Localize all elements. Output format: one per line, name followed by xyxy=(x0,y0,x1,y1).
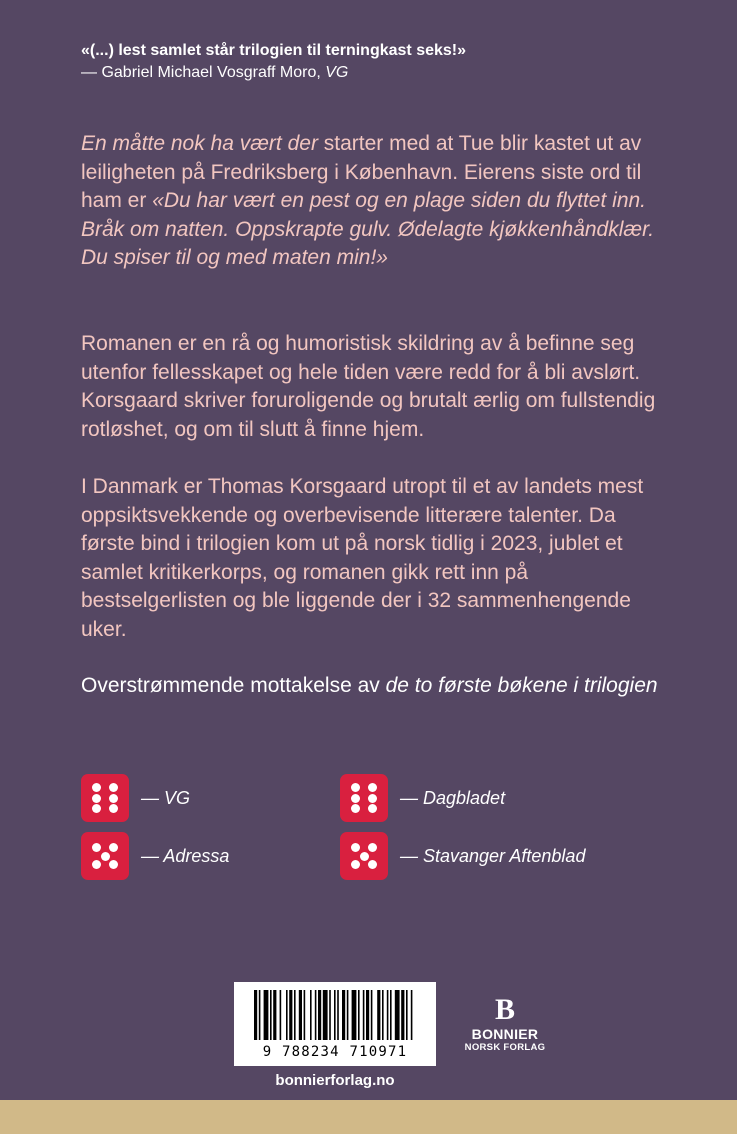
barcode-bar xyxy=(377,990,380,1040)
reception-heading xyxy=(81,672,661,701)
barcode-bar xyxy=(334,990,336,1040)
barcode-bar xyxy=(366,990,369,1040)
barcode-bar xyxy=(371,990,373,1040)
review-stavanger-aftenblad xyxy=(340,832,585,880)
die-pip xyxy=(109,794,118,803)
isbn-number: 9 788234 710971 xyxy=(262,1044,408,1060)
barcode-bar xyxy=(280,990,282,1040)
bottom-strip xyxy=(0,1100,737,1134)
barcode-bar xyxy=(395,990,400,1040)
barcode-bar xyxy=(406,990,408,1040)
die-pip xyxy=(92,804,101,813)
review-adressa xyxy=(81,832,229,880)
die-five-icon xyxy=(81,832,129,880)
die-pip xyxy=(92,843,101,852)
blurb-quote-author: — Gabriel Michael Vosgraff Moro, xyxy=(81,64,326,81)
landlord-quote: «Du har vært en pest og en plage siden du flyttet inn. Bråk om natten. Oppskrapte gulv. Ødelagte kjøkkenhåndklær. Du spiser til og med maten min!» xyxy=(81,189,655,269)
barcode-bar xyxy=(270,990,272,1040)
barcode-bar xyxy=(315,990,317,1040)
review-dagbladet xyxy=(340,774,505,822)
die-pip xyxy=(109,860,118,869)
barcode-bar xyxy=(299,990,302,1040)
die-pip xyxy=(109,804,118,813)
review-source: — Dagbladet xyxy=(400,787,506,808)
synopsis-text: starter med at Tue blir kastet ut av leiligheten på Fredriksberg i København. Eierens siste ord til ham er xyxy=(81,132,642,212)
die-pip xyxy=(360,852,369,861)
die-pip xyxy=(351,794,360,803)
reception-text: Overstrømmende mottakelse av xyxy=(81,674,386,697)
barcode-bar xyxy=(382,990,384,1040)
barcode-bar xyxy=(352,990,357,1040)
barcode-bar xyxy=(310,990,312,1040)
blurb-quote-source xyxy=(81,62,681,84)
review-source: — Adressa xyxy=(141,845,230,866)
barcode-bar xyxy=(264,990,269,1040)
die-pip xyxy=(351,843,360,852)
die-pip xyxy=(109,783,118,792)
die-pip xyxy=(351,804,360,813)
die-pip xyxy=(351,783,360,792)
isbn-barcode xyxy=(234,982,436,1066)
review-source: — Stavanger Aftenblad xyxy=(400,845,586,866)
publisher-name: BONNIER xyxy=(471,1026,539,1042)
barcode-bar xyxy=(273,990,276,1040)
blurb-quote xyxy=(81,40,681,84)
die-pip xyxy=(368,843,377,852)
die-five-icon xyxy=(340,832,388,880)
review-source: — VG xyxy=(141,787,191,808)
die-six-icon xyxy=(340,774,388,822)
die-pip xyxy=(101,852,110,861)
die-six-icon xyxy=(81,774,129,822)
barcode-bar xyxy=(254,990,257,1040)
barcode-bar xyxy=(289,990,292,1040)
barcode-bar xyxy=(390,990,392,1040)
barcode-bar xyxy=(329,990,331,1040)
reception-italic: de to første bøkene i trilogien xyxy=(385,674,658,697)
die-pip xyxy=(368,783,377,792)
synopsis-paragraph xyxy=(81,130,661,273)
barcode-bar xyxy=(363,990,365,1040)
die-pip xyxy=(92,783,101,792)
die-pip xyxy=(109,843,118,852)
book-title-italic: En måtte nok ha vært der xyxy=(81,132,318,155)
description-paragraph: Romanen er en rå og humoristisk skildring av å befinne seg utenfor fellesskapet og hele tiden være redd for å bli avslørt. Korsgaard skriver foruroligende og brutalt ærlig om fullstendig rotløshet, og om til slutt å finne hjem. xyxy=(81,332,656,441)
barcode-bar xyxy=(286,990,288,1040)
die-pip xyxy=(368,804,377,813)
die-pip xyxy=(368,860,377,869)
barcode-bar xyxy=(323,990,328,1040)
barcode-bar xyxy=(387,990,389,1040)
barcode-bar xyxy=(304,990,306,1040)
barcode-bars xyxy=(234,982,436,1042)
bonnier-b-icon: B xyxy=(494,993,515,1026)
barcode-bar xyxy=(337,990,339,1040)
author-paragraph: I Danmark er Thomas Korsgaard utropt til et av landets mest oppsiktsvekkende og overbevisende litterære talenter. Da første bind i trilogien kom ut på norsk tidlig i 2023, jublet et samlet kritikerkorps, og romanen gikk rett inn på bestselgerlisten og ble liggende der i 32 sammenhengende uker. xyxy=(81,475,644,641)
barcode-bar xyxy=(342,990,345,1040)
publisher-subname: NORSK FORLAG xyxy=(464,1042,546,1053)
die-pip xyxy=(92,794,101,803)
blurb-quote-text: «(...) lest samlet står trilogien til terningkast seks!» xyxy=(81,42,467,59)
barcode-bar xyxy=(294,990,296,1040)
barcode-bar xyxy=(401,990,404,1040)
barcode-bar xyxy=(259,990,261,1040)
publisher-website: bonnierforlag.no xyxy=(275,1072,395,1089)
publisher-logo xyxy=(458,994,552,1054)
blurb-quote-publication: VG xyxy=(325,64,349,81)
die-pip xyxy=(351,860,360,869)
review-vg xyxy=(81,774,190,822)
die-pip xyxy=(368,794,377,803)
barcode-bar xyxy=(347,990,349,1040)
die-pip xyxy=(92,860,101,869)
barcode-bar xyxy=(411,990,413,1040)
barcode-bar xyxy=(358,990,360,1040)
barcode-bar xyxy=(318,990,321,1040)
